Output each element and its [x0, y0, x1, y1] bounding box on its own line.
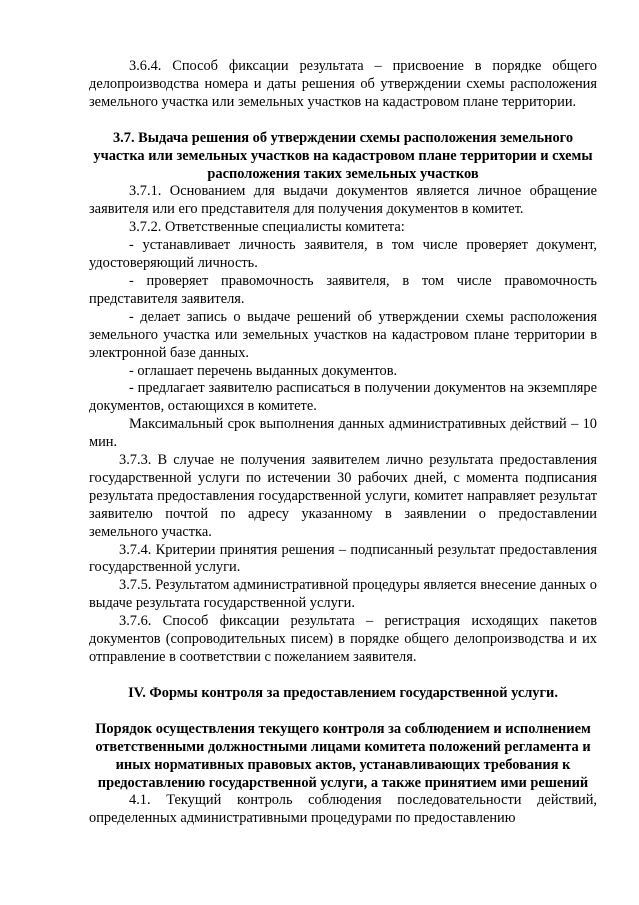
bullet-check-authority: - проверяет правомочность заявителя, в том числе правомочность представителя заявителя.: [89, 272, 597, 307]
paragraph-3-7-6: 3.7.6. Способ фиксации результата – регистрация исходящих пакетов документов (сопроводительных писем) в порядке общего делопроизводства и их отправление в соответствии с пожеланием заявителя.: [89, 613, 597, 665]
paragraph-3-7-2: 3.7.2. Ответственные специалисты комитета:: [129, 219, 405, 236]
bullet-sign-receipt: - предлагает заявителю расписаться в получении документов на экземпляре документов, остающихся в комитете.: [89, 380, 597, 415]
paragraph-3-7-3: 3.7.3. В случае не получения заявителем лично результата предоставления государственной услуги по истечении 30 рабочих дней, с момента подписания результата предоставления государственной услуги, комитет направляет результат заявителю почтой по адресу указанному в заявлении о предоставлении земельного участка.: [89, 452, 597, 540]
heading-section-iv: IV. Формы контроля за предоставлением государственной услуги.: [128, 684, 558, 701]
paragraph-3-7-1: 3.7.1. Основанием для выдачи документов является личное обращение заявителя или его представителя для получения документов в комитет.: [89, 183, 597, 218]
paragraph-4-1: 4.1. Текущий контроль соблюдения последовательности действий, определенных административными процедурами по предоставлению: [89, 792, 597, 827]
paragraph-3-7-4: 3.7.4. Критерии принятия решения – подписанный результат предоставления государственной услуги.: [89, 541, 597, 576]
bullet-identify-applicant: - устанавливает личность заявителя, в том числе проверяет документ, удостоверяющий личность.: [89, 237, 597, 272]
bullet-record-issuance: - делает запись о выдаче решений об утверждении схемы расположения земельного участка или земельных участков на кадастровом плане территории в электронной базе данных.: [89, 308, 597, 361]
paragraph-3-6-4: 3.6.4. Способ фиксации результата – присвоение в порядке общего делопроизводства номера и даты решения об утверждении схемы расположения земельного участка или земельных участков на кадастровом плане территории.: [89, 58, 597, 110]
paragraph-3-7-5: 3.7.5. Результатом административной процедуры является внесение данных о выдаче результата государственной услуги.: [89, 577, 597, 612]
paragraph-max-time: Максимальный срок выполнения данных административных действий – 10 мин.: [89, 416, 597, 451]
heading-3-7: 3.7. Выдача решения об утверждении схемы расположения земельного участка или земельных участков на кадастровом плане территории и схемы расположения таких земельных участков: [93, 129, 593, 182]
heading-current-control: Порядок осуществления текущего контроля за соблюдением и исполнением ответственными должностными лицами комитета положений регламента и иных нормативных правовых актов, устанавливающих требования к предоставлению государственной услуги, а также принятием ими решений: [95, 720, 591, 791]
bullet-announce-list: - оглашает перечень выданных документов.: [129, 362, 398, 379]
